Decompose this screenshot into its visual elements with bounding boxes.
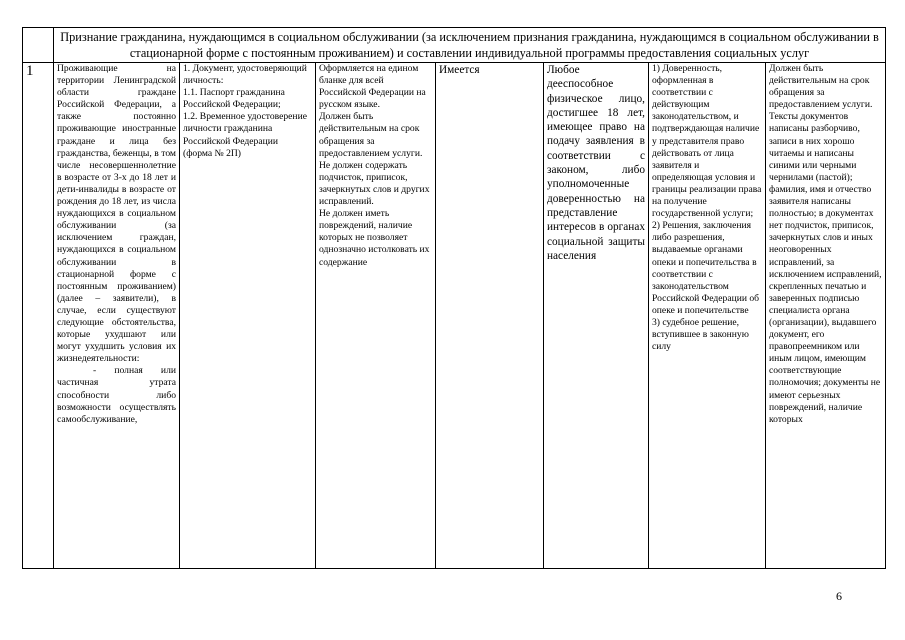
row-number: 1 xyxy=(23,63,54,569)
applicants-cell xyxy=(54,63,180,569)
table-row xyxy=(23,63,886,569)
document-requirements-cell xyxy=(316,63,436,569)
authority-document-line: 3) судебное решение, вступившее в законную силу xyxy=(652,316,749,353)
authority-documents-cell xyxy=(649,63,766,569)
service-title: Признание гражданина, нуждающимся в социальном обслуживании (за исключением признания гражданина, нуждающимся в социальном обслуживании в стационарной форме с постоянным проживанием) и составлении индивидуальной программы предоставления социальных услуг xyxy=(54,28,886,63)
services-table xyxy=(22,27,886,569)
requirement-line: Не должен содержать подчисток, приписок, зачеркнутых слов и других исправлений. xyxy=(319,159,430,208)
page-number: 6 xyxy=(836,589,842,603)
identity-document-line: 1.2. Временное удостоверение личности гражданина Российской Федерации xyxy=(183,111,307,147)
authority-document-line: 2) Решения, заключения либо разрешения, выдаваемые органами опеки и попечительства в соответствии с законодательством Российской Федерации об опеке и попечительстве xyxy=(652,220,760,316)
representation-availability-cell: Имеется xyxy=(436,63,544,569)
table-header-row xyxy=(23,28,886,63)
identity-document-cell xyxy=(180,63,316,569)
authority-document-line: 1) Доверенность, оформленная в соответствии с действующим законодательством, и подтверждающая наличие у представителя право действовать от лица заявителя и определяющая условия и границы реализации права на получение государственной услуги; xyxy=(652,63,762,220)
requirement-line: Не должен иметь повреждений, наличие которых не позволяет однозначно истолковать их содержание xyxy=(319,208,430,268)
applicants-text: Проживающие на территории Ленинградской области граждане Российской Федерации, а также постоянно проживающие иностранные граждане и лица без гражданства, беженцы, в том числе несовершеннолетние в возрасте от 3-х до 18 лет и дети-инвалиды в возрасте от рождения до 18 лет, из числа нуждающихся в социальном обслуживании (за исключением граждан, нуждающихся в социальном обслуживании в стационарной форме с постоянным проживанием) (далее – заявители), в случае, если существуют следующие обстоятельства, которые ухудшают или могут ухудшить условия их жизнедеятельности: xyxy=(57,63,176,365)
identity-document-line: 1. Документ, удостоверяющий личность: xyxy=(183,63,307,87)
identity-document-line: (форма № 2П) xyxy=(183,147,241,159)
authority-requirements-cell: Должен быть действительным на срок обращения за предоставлением услуги. Тексты документов написаны разборчиво, записи в них хорошо читаемы и написаны синими или черными чернилами (пастой); фамилия, имя и отчество заявителя написаны полностью; в документах нет подчисток, приписок, зачеркнутых слов и иных неоговоренных исправлений, за исключением исправлений, скрепленных печатью и заверенных подписью специалиста органа (организации), выдавшего документ, его правопреемником или иным лицом, имеющим соответствующие полномочия; документы не имеют серьезных повреждений, наличие которых xyxy=(766,63,886,569)
representatives-cell: Любое дееспособное физическое лицо, достигшее 18 лет, имеющее право на подачу заявления в соответствии с законом, либо уполномоченные доверенностью на представление интересов в органах социальной защиты населения xyxy=(544,63,649,569)
requirement-line: Должен быть действительным на срок обращения за предоставлением услуги. xyxy=(319,111,423,159)
applicants-condition-item: - полная или частичная утрата способности либо возможности осуществлять самообслуживание, xyxy=(57,365,176,425)
identity-document-line: 1.1. Паспорт гражданина Российской Федерации; xyxy=(183,87,285,111)
requirement-line: Оформляется на едином бланке для всей Российской Федерации на русском языке. xyxy=(319,63,426,111)
header-empty-cell xyxy=(23,28,54,63)
